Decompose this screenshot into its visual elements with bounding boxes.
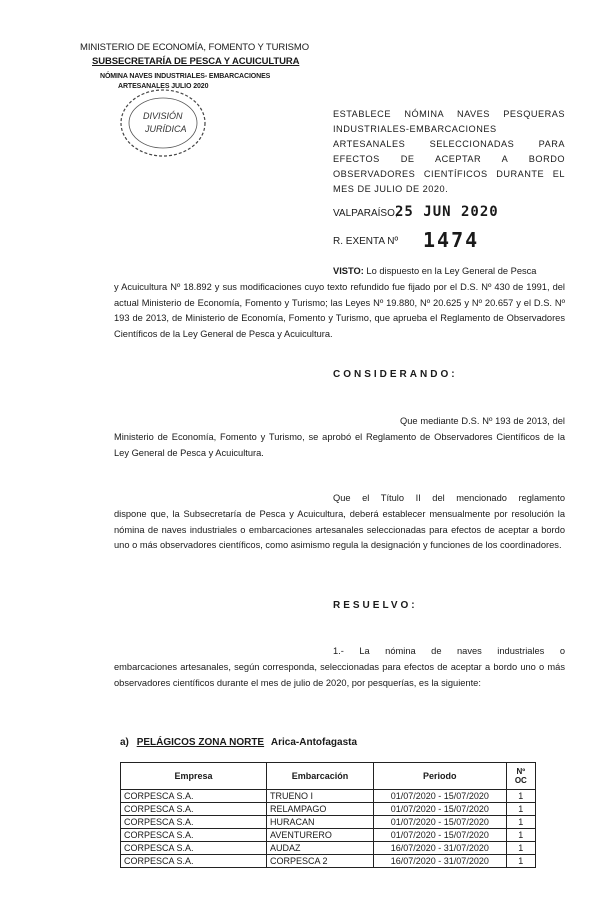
table-cell-periodo: 01/07/2020 - 15/07/2020 [373,829,506,842]
subsecretaria-name: SUBSECRETARÍA DE PESCA Y ACUICULTURA [92,56,300,67]
resuelvo-p1-body: embarcaciones artesanales, según corresponda, seleccionadas para efectos de aceptar a bordo uno o más observadores científicos durante el mes de julio de 2020, por pesquerías, es la siguiente: [114,662,565,688]
section-a-heading [120,737,357,748]
table-cell-embarcacion: AVENTURERO [267,829,374,842]
considerando-p2-body: dispone que, la Subsecretaría de Pesca y Acuicultura, deberá establecer mensualmente por resolución la nómina de naves industriales o embarcaciones artesanales seleccionadas para efectos de aceptar a bordo uno o más observadores científicos, como asimismo regula la designación y funciones de los coordinadores. [114,509,565,550]
table-cell-num-oc: 1 [506,816,535,829]
table-cell-num-oc: 1 [506,790,535,803]
resuelvo-heading: RESUELVO: [333,600,418,611]
exenta-number: 1474 [423,228,480,252]
table-cell-num-oc: 1 [506,855,535,868]
section-a-letter: a) [120,737,129,748]
table-cell-periodo: 16/07/2020 - 31/07/2020 [373,855,506,868]
table-row [121,803,536,816]
table-cell-embarcacion: TRUENO I [267,790,374,803]
division-juridica-stamp [117,85,209,160]
visto-lead-text: Lo dispuesto en la Ley General de Pesca [366,266,537,276]
reference-line-2: ARTESANALES JULIO 2020 [118,83,209,90]
table-cell-periodo: 01/07/2020 - 15/07/2020 [373,816,506,829]
table-row [121,842,536,855]
section-a-name: PELÁGICOS ZONA NORTE [136,737,265,748]
resolution-title: ESTABLECE NÓMINA NAVES PESQUERAS INDUSTRIALES-EMBARCACIONES ARTESANALES SELECCIONADAS PARA EFECTOS DE ACEPTAR A BORDO OBSERVADORES CIENTÍFICOS DURANTE EL MES DE JULIO DE 2020. [333,109,565,194]
considerando-p2-lead: Que el Título II del mencionado reglamento [333,493,565,503]
table-header-embarcacion: Embarcación [267,763,374,790]
table-cell-num-oc: 1 [506,829,535,842]
table-row [121,816,536,829]
table-cell-empresa: CORPESCA S.A. [121,829,267,842]
table-cell-embarcacion: AUDAZ [267,842,374,855]
observers-table [120,762,536,868]
table-cell-num-oc: 1 [506,803,535,816]
table-cell-embarcacion: RELAMPAGO [267,803,374,816]
table-cell-periodo: 16/07/2020 - 31/07/2020 [373,842,506,855]
table-row [121,855,536,868]
place-label: VALPARAÍSO, [333,208,398,219]
table-header-row [121,763,536,790]
table-header-num-oc: Nº OC [506,763,535,790]
stamp-seal-icon [117,85,209,160]
table-header-empresa: Empresa [121,763,267,790]
table-cell-empresa: CORPESCA S.A. [121,842,267,855]
table-row [121,790,536,803]
table-row [121,829,536,842]
considerando-p1-lead: Que mediante D.S. Nº 193 de 2013, del [400,416,565,426]
visto-body: y Acuicultura Nº 18.892 y sus modificaciones cuyo texto refundido fue fijado por el D.S. Nº 430 de 1991, del actual Ministerio de Economía, Fomento y Turismo; las Leyes Nº 19.880, Nº 20.625 y Nº 20.657 y el D.S. Nº 193 de 2013, de Ministerio de Economía, Fomento y Turismo, que aprueba el Reglamento de Observadores Científicos de la Ley General de Pesca y Acuicultura. [114,282,565,339]
visto-label: VISTO: [333,266,364,276]
table-cell-embarcacion: HURACAN [267,816,374,829]
stamp-line-1: DIVISIÓN [143,111,183,121]
visto-lead [333,264,565,280]
table-cell-num-oc: 1 [506,842,535,855]
reference-line-1: NÓMINA NAVES INDUSTRIALES- EMBARCACIONES [100,73,271,80]
considerando-p1-body: Ministerio de Economía, Fomento y Turismo, se aprobó el Reglamento de Observadores Científicos de la Ley General de Pesca y Acuicultura. [114,432,565,458]
table-cell-empresa: CORPESCA S.A. [121,855,267,868]
stamp-line-2: JURÍDICA [145,124,187,134]
exenta-label: R. EXENTA Nº [333,236,399,247]
table-cell-embarcacion: CORPESCA 2 [267,855,374,868]
date-stamp: 25 JUN 2020 [395,204,499,220]
table-cell-empresa: CORPESCA S.A. [121,803,267,816]
table-header-periodo: Periodo [373,763,506,790]
table-cell-periodo: 01/07/2020 - 15/07/2020 [373,790,506,803]
considerando-heading: CONSIDERANDO: [333,369,458,380]
table-cell-periodo: 01/07/2020 - 15/07/2020 [373,803,506,816]
resuelvo-p1-lead: 1.- La nómina de naves industriales o [333,646,565,656]
table-cell-empresa: CORPESCA S.A. [121,816,267,829]
table-cell-empresa: CORPESCA S.A. [121,790,267,803]
section-a-region: Arica-Antofagasta [270,737,358,748]
ministry-name: MINISTERIO DE ECONOMÍA, FOMENTO Y TURISMO [80,42,310,53]
